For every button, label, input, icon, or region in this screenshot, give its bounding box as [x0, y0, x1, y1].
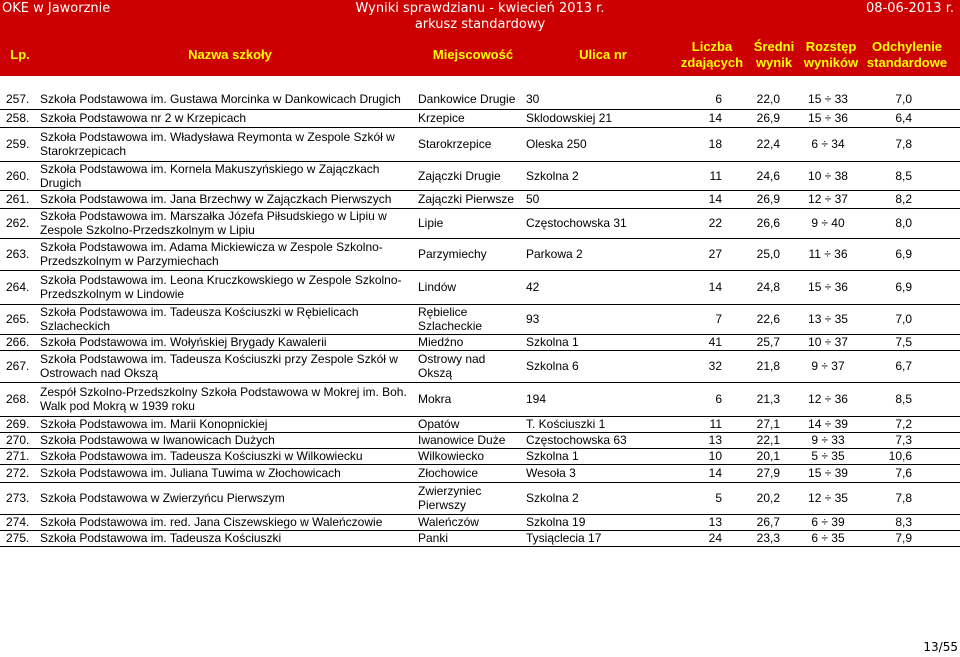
std-dev-cell: 6,9 — [868, 270, 960, 304]
table-row — [0, 464, 960, 482]
count-cell: 14 — [684, 270, 728, 304]
report-title — [0, 1, 960, 33]
mean-cell: 20,2 — [728, 482, 788, 514]
range-cell: 10 ÷ 37 — [788, 334, 868, 350]
header-std-dev: Odchylenie standardowe — [866, 39, 948, 70]
school-name-cell: Szkoła Podstawowa im. Tadeusza Kościuszki w Rębielicach Szlacheckich — [38, 304, 416, 334]
school-name-cell: Szkoła Podstawowa im. Gustawa Morcinka w Dankowicach Drugich — [38, 89, 416, 109]
table-row — [0, 514, 960, 530]
street-cell: Częstochowska 31 — [524, 208, 684, 238]
range-cell: 9 ÷ 37 — [788, 350, 868, 382]
count-cell: 32 — [684, 350, 728, 382]
results-table — [0, 82, 960, 547]
std-dev-cell: 7,0 — [868, 304, 960, 334]
locality-cell: Lindów — [416, 270, 524, 304]
table-row — [0, 334, 960, 350]
table-row — [0, 270, 960, 304]
std-dev-cell: 8,5 — [868, 161, 960, 190]
count-cell: 6 — [684, 89, 728, 109]
std-dev-cell: 7,6 — [868, 464, 960, 482]
count-cell: 11 — [684, 416, 728, 432]
table-row — [0, 350, 960, 382]
table-row — [0, 190, 960, 208]
school-name-cell: Szkoła Podstawowa im. Marii Konopnickiej — [38, 416, 416, 432]
results-table-body — [0, 82, 960, 546]
street-cell: Szkolna 1 — [524, 448, 684, 464]
street-cell: 50 — [524, 190, 684, 208]
range-cell: 15 ÷ 39 — [788, 464, 868, 482]
count-cell: 22 — [684, 208, 728, 238]
school-name-cell: Zespół Szkolno-Przedszkolny Szkoła Podstawowa w Mokrej im. Boh. Walk pod Mokrą w 1939 roku — [38, 382, 416, 416]
locality-cell: Waleńczów — [416, 514, 524, 530]
table-row — [0, 382, 960, 416]
count-cell: 41 — [684, 334, 728, 350]
range-cell: 14 ÷ 39 — [788, 416, 868, 432]
mean-cell: 22,1 — [728, 432, 788, 448]
range-cell: 15 ÷ 36 — [788, 270, 868, 304]
table-row — [0, 482, 960, 514]
row-lp: 262. — [0, 208, 38, 238]
range-cell: 15 ÷ 36 — [788, 109, 868, 127]
locality-cell: Lipie — [416, 208, 524, 238]
school-name-cell: Szkoła Podstawowa im. Jana Brzechwy w Zajączkach Pierwszych — [38, 190, 416, 208]
std-dev-cell: 7,9 — [868, 530, 960, 546]
count-cell: 6 — [684, 382, 728, 416]
school-name-cell: Szkoła Podstawowa im. Tadeusza Kościuszki w Wilkowiecku — [38, 448, 416, 464]
school-name-cell: Szkoła Podstawowa nr 2 w Krzepicach — [38, 109, 416, 127]
row-lp: 264. — [0, 270, 38, 304]
std-dev-cell: 6,4 — [868, 109, 960, 127]
count-cell: 5 — [684, 482, 728, 514]
row-lp: 271. — [0, 448, 38, 464]
std-dev-cell: 7,3 — [868, 432, 960, 448]
header-range: Rozstęp wyników — [803, 39, 859, 70]
table-row — [0, 127, 960, 161]
mean-cell: 25,0 — [728, 238, 788, 270]
table-row — [0, 208, 960, 238]
locality-cell: Opatów — [416, 416, 524, 432]
std-dev-cell: 7,0 — [868, 89, 960, 109]
street-cell: 30 — [524, 89, 684, 109]
count-cell: 14 — [684, 109, 728, 127]
report-title-bar — [0, 0, 960, 34]
mean-cell: 26,9 — [728, 109, 788, 127]
locality-cell: Wilkowiecko — [416, 448, 524, 464]
row-lp: 261. — [0, 190, 38, 208]
table-row — [0, 416, 960, 432]
school-name-cell: Szkoła Podstawowa im. Wołyńskiej Brygady Kawalerii — [38, 334, 416, 350]
mean-cell: 23,3 — [728, 530, 788, 546]
header-count: Liczba zdających — [680, 39, 744, 70]
std-dev-cell: 7,8 — [868, 127, 960, 161]
row-lp: 269. — [0, 416, 38, 432]
school-name-cell: Szkoła Podstawowa im. Marszałka Józefa Piłsudskiego w Lipiu w Zespole Szkolno-Przedszkolnym w Lipiu — [38, 208, 416, 238]
count-cell: 7 — [684, 304, 728, 334]
std-dev-cell: 7,5 — [868, 334, 960, 350]
mean-cell: 21,3 — [728, 382, 788, 416]
locality-cell: Rębielice Szlacheckie — [416, 304, 524, 334]
range-cell: 12 ÷ 36 — [788, 382, 868, 416]
mean-cell: 26,9 — [728, 190, 788, 208]
locality-cell: Starokrzepice — [416, 127, 524, 161]
table-row — [0, 530, 960, 546]
street-cell: 194 — [524, 382, 684, 416]
mean-cell: 21,8 — [728, 350, 788, 382]
std-dev-cell: 8,0 — [868, 208, 960, 238]
row-lp: 267. — [0, 350, 38, 382]
range-cell: 9 ÷ 33 — [788, 432, 868, 448]
row-lp: 263. — [0, 238, 38, 270]
std-dev-cell: 7,2 — [868, 416, 960, 432]
range-cell: 10 ÷ 38 — [788, 161, 868, 190]
header-locality: Miejscowość — [432, 47, 514, 62]
locality-cell: Panki — [416, 530, 524, 546]
report-title-line2: arkusz standardowy — [414, 17, 546, 32]
street-cell: Szkolna 19 — [524, 514, 684, 530]
row-lp: 268. — [0, 382, 38, 416]
count-cell: 14 — [684, 190, 728, 208]
school-name-cell: Szkoła Podstawowa im. Tadeusza Kościuszki — [38, 530, 416, 546]
row-lp: 259. — [0, 127, 38, 161]
mean-cell: 22,6 — [728, 304, 788, 334]
mean-cell: 26,7 — [728, 514, 788, 530]
row-lp: 274. — [0, 514, 38, 530]
locality-cell: Zajączki Pierwsze — [416, 190, 524, 208]
std-dev-cell: 8,5 — [868, 382, 960, 416]
street-cell: Szkolna 1 — [524, 334, 684, 350]
range-cell: 6 ÷ 35 — [788, 530, 868, 546]
row-lp: 266. — [0, 334, 38, 350]
institution-name: OKE w Jaworznie — [2, 1, 111, 16]
count-cell: 24 — [684, 530, 728, 546]
range-cell: 12 ÷ 37 — [788, 190, 868, 208]
spacer-row — [0, 82, 960, 89]
range-cell: 15 ÷ 33 — [788, 89, 868, 109]
range-cell: 6 ÷ 34 — [788, 127, 868, 161]
street-cell: Szkolna 2 — [524, 161, 684, 190]
range-cell: 11 ÷ 36 — [788, 238, 868, 270]
std-dev-cell: 6,7 — [868, 350, 960, 382]
range-cell: 9 ÷ 40 — [788, 208, 868, 238]
locality-cell: Dankowice Drugie — [416, 89, 524, 109]
table-row — [0, 161, 960, 190]
row-lp: 257. — [0, 89, 38, 109]
row-lp: 275. — [0, 530, 38, 546]
school-name-cell: Szkoła Podstawowa im. Kornela Makuszyńskiego w Zajączkach Drugich — [38, 161, 416, 190]
row-lp: 273. — [0, 482, 38, 514]
table-header — [0, 34, 960, 76]
header-mean: Średni wynik — [753, 39, 795, 70]
street-cell: Parkowa 2 — [524, 238, 684, 270]
count-cell: 11 — [684, 161, 728, 190]
locality-cell: Miedźno — [416, 334, 524, 350]
school-name-cell: Szkoła Podstawowa w Iwanowicach Dużych — [38, 432, 416, 448]
locality-cell: Parzymiechy — [416, 238, 524, 270]
street-cell: 93 — [524, 304, 684, 334]
locality-cell: Krzepice — [416, 109, 524, 127]
mean-cell: 20,1 — [728, 448, 788, 464]
table-row — [0, 89, 960, 109]
row-lp: 272. — [0, 464, 38, 482]
locality-cell: Zajączki Drugie — [416, 161, 524, 190]
header-street: Ulica nr — [579, 47, 627, 62]
table-row — [0, 238, 960, 270]
school-name-cell: Szkoła Podstawowa im. Juliana Tuwima w Złochowicach — [38, 464, 416, 482]
street-cell: 42 — [524, 270, 684, 304]
street-cell: Szkolna 2 — [524, 482, 684, 514]
report-title-line1: Wyniki sprawdzianu - kwiecień 2013 r. — [355, 1, 605, 16]
street-cell: Oleska 250 — [524, 127, 684, 161]
count-cell: 18 — [684, 127, 728, 161]
table-row — [0, 448, 960, 464]
locality-cell: Ostrowy nad Okszą — [416, 350, 524, 382]
street-cell: Szkolna 6 — [524, 350, 684, 382]
row-lp: 258. — [0, 109, 38, 127]
range-cell: 12 ÷ 35 — [788, 482, 868, 514]
street-cell: Sklodowskiej 21 — [524, 109, 684, 127]
std-dev-cell: 6,9 — [868, 238, 960, 270]
range-cell: 6 ÷ 39 — [788, 514, 868, 530]
std-dev-cell: 8,2 — [868, 190, 960, 208]
mean-cell: 24,8 — [728, 270, 788, 304]
street-cell: Wesoła 3 — [524, 464, 684, 482]
mean-cell: 22,0 — [728, 89, 788, 109]
mean-cell: 26,6 — [728, 208, 788, 238]
locality-cell: Mokra — [416, 382, 524, 416]
std-dev-cell: 10,6 — [868, 448, 960, 464]
locality-cell: Złochowice — [416, 464, 524, 482]
table-row — [0, 304, 960, 334]
table-row — [0, 432, 960, 448]
locality-cell: Iwanowice Duże — [416, 432, 524, 448]
street-cell: T. Kościuszki 1 — [524, 416, 684, 432]
page-number: 13/55 — [923, 640, 958, 654]
std-dev-cell: 7,8 — [868, 482, 960, 514]
row-lp: 270. — [0, 432, 38, 448]
row-lp: 260. — [0, 161, 38, 190]
street-cell: Tysiąclecia 17 — [524, 530, 684, 546]
mean-cell: 27,1 — [728, 416, 788, 432]
school-name-cell: Szkoła Podstawowa im. Tadeusza Kościuszki przy Zespole Szkół w Ostrowach nad Okszą — [38, 350, 416, 382]
report-date: 08-06-2013 r. — [866, 1, 954, 16]
table-row — [0, 109, 960, 127]
count-cell: 10 — [684, 448, 728, 464]
mean-cell: 27,9 — [728, 464, 788, 482]
mean-cell: 25,7 — [728, 334, 788, 350]
range-cell: 5 ÷ 35 — [788, 448, 868, 464]
mean-cell: 22,4 — [728, 127, 788, 161]
header-lp: Lp. — [10, 47, 30, 62]
school-name-cell: Szkoła Podstawowa w Zwierzyńcu Pierwszym — [38, 482, 416, 514]
street-cell: Częstochowska 63 — [524, 432, 684, 448]
header-school-name: Nazwa szkoły — [188, 47, 272, 62]
count-cell: 14 — [684, 464, 728, 482]
school-name-cell: Szkoła Podstawowa im. red. Jana Ciszewskiego w Waleńczowie — [38, 514, 416, 530]
school-name-cell: Szkoła Podstawowa im. Leona Kruczkowskiego w Zespole Szkolno-Przedszkolnym w Lindowie — [38, 270, 416, 304]
count-cell: 13 — [684, 432, 728, 448]
school-name-cell: Szkoła Podstawowa im. Adama Mickiewicza w Zespole Szkolno-Przedszkolnym w Parzymiechach — [38, 238, 416, 270]
mean-cell: 24,6 — [728, 161, 788, 190]
school-name-cell: Szkoła Podstawowa im. Władysława Reymonta w Zespole Szkół w Starokrzepicach — [38, 127, 416, 161]
locality-cell: Zwierzyniec Pierwszy — [416, 482, 524, 514]
range-cell: 13 ÷ 35 — [788, 304, 868, 334]
row-lp: 265. — [0, 304, 38, 334]
count-cell: 27 — [684, 238, 728, 270]
std-dev-cell: 8,3 — [868, 514, 960, 530]
count-cell: 13 — [684, 514, 728, 530]
